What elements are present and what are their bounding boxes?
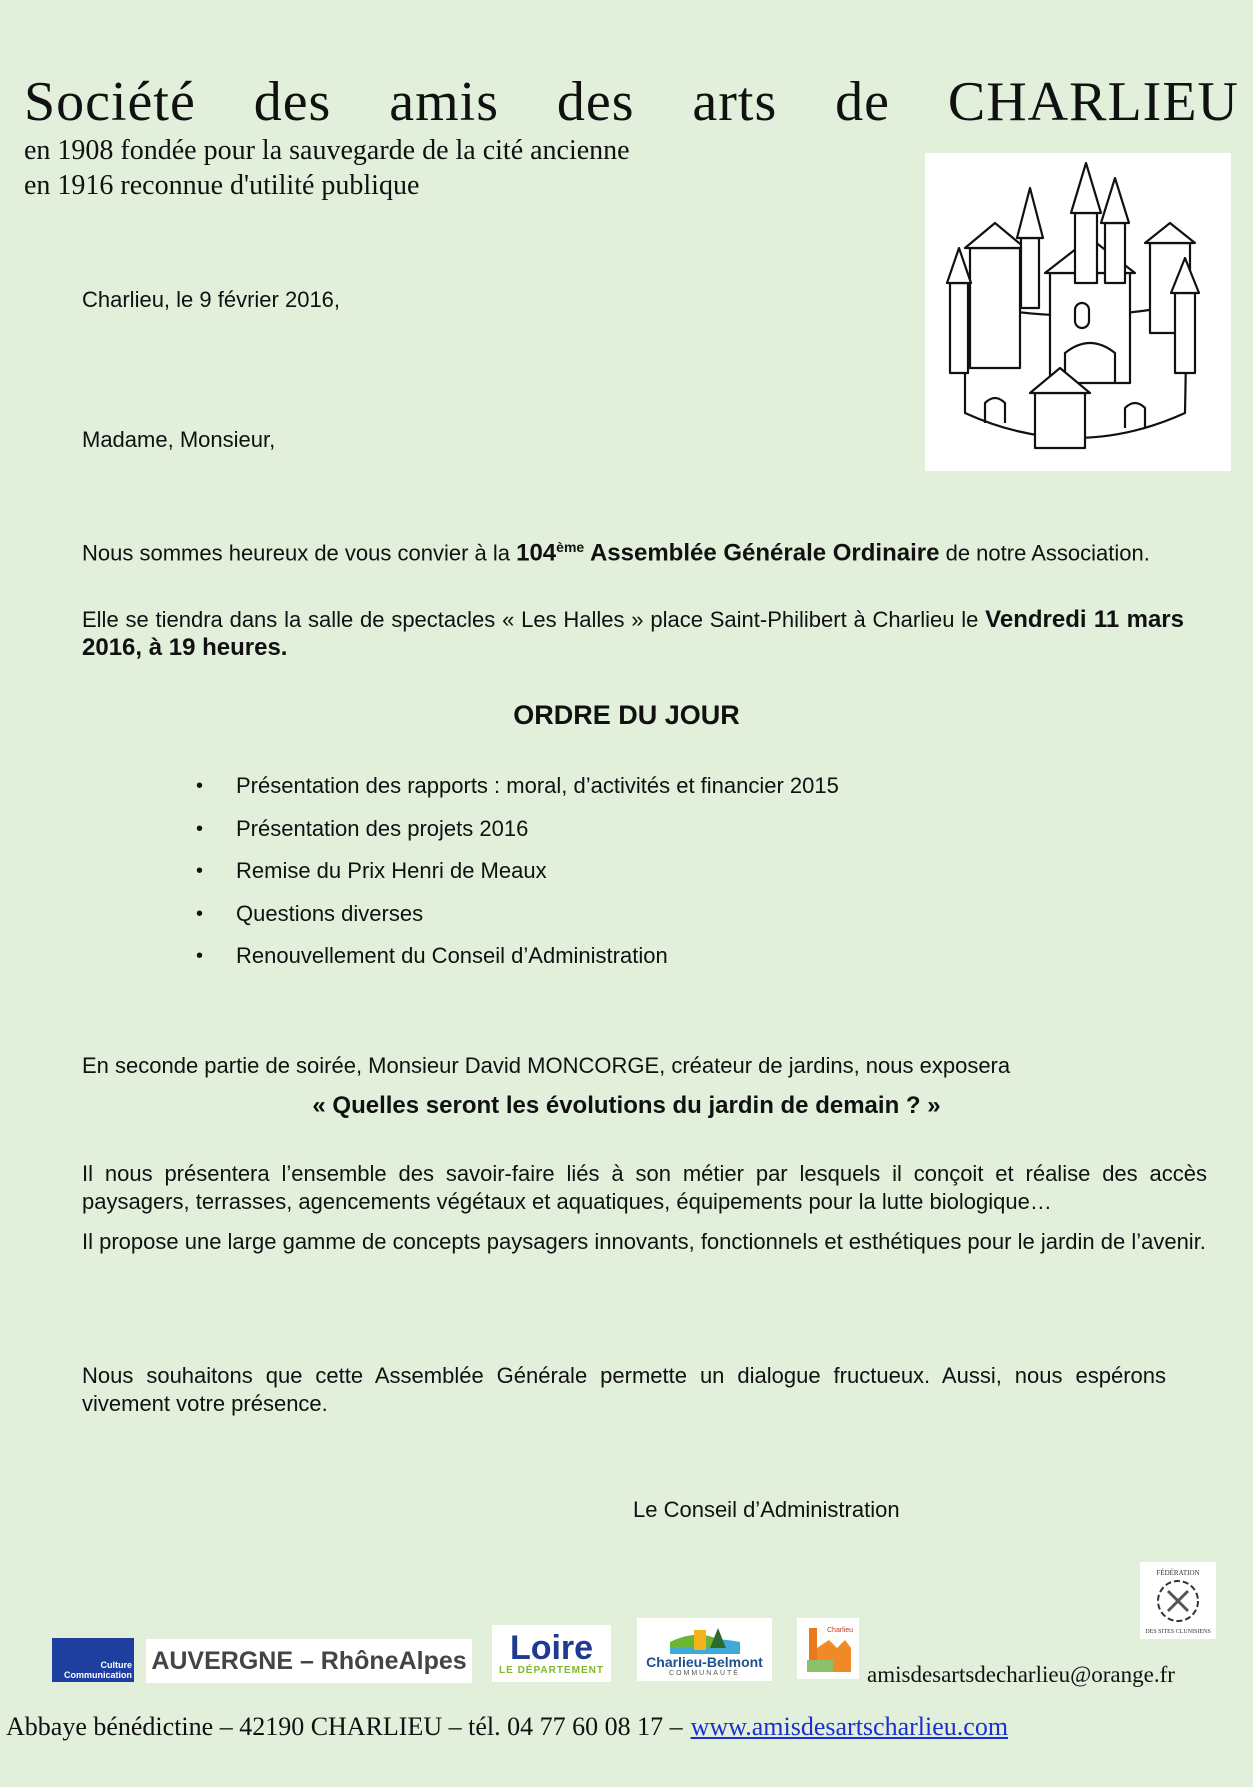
svg-text:Charlieu: Charlieu: [827, 1626, 854, 1634]
venue-paragraph: Elle se tiendra dans la salle de spectacles « Les Halles » place Saint-Philibert à Charlieu le Vendredi 11 mars 2016, à 19 heures.: [82, 606, 1184, 661]
agenda-item: • Remise du Prix Henri de Meaux: [196, 857, 839, 900]
federation-seal-icon: [1143, 1566, 1213, 1636]
invitation-paragraph: Nous sommes heureux de vous convier à la 104ème Assemblée Générale Ordinaire de notre Association.: [82, 539, 1150, 567]
bullet-icon: •: [196, 817, 204, 840]
logo-loire-departement: Loire LE DÉPARTEMENT: [492, 1625, 611, 1682]
signature: Le Conseil d’Administration: [633, 1497, 900, 1522]
logo-charlieu-belmont: Charlieu-Belmont COMMUNAUTÉ: [637, 1618, 772, 1681]
talk-description-2: Il propose une large gamme de concepts paysagers innovants, fonctionnels et esthétiques pour le jardin de l’avenir.: [82, 1229, 1206, 1254]
salutation: Madame, Monsieur,: [82, 427, 276, 452]
talk-description-1: Il nous présentera l’ensemble des savoir-faire liés à son métier par lesquels il conçoit et réalise des accès paysagers, terrasses, agencements végétaux et aquatiques, équipements pour la lutte biologique…: [82, 1161, 1207, 1214]
title-word: arts: [692, 71, 778, 133]
contact-email[interactable]: amisdesartsdecharlieu@orange.fr: [867, 1662, 1175, 1687]
closing-paragraph: Nous souhaitons que cette Assemblée Générale permette un dialogue fructueux. Aussi, nous espérons vivement votre présence.: [82, 1363, 1166, 1416]
agenda-item: • Présentation des projets 2016: [196, 815, 839, 858]
title-word: amis: [389, 71, 499, 133]
logo-auvergne-rhone-alpes: AUVERGNE – RhôneAlpes: [146, 1639, 472, 1683]
title-word: Société: [24, 71, 196, 133]
talk-intro: En seconde partie de soirée, Monsieur David MONCORGE, créateur de jardins, nous exposera: [82, 1053, 1011, 1078]
agenda-list: [196, 772, 839, 985]
agenda-item: • Questions diverses: [196, 900, 839, 943]
talk-title: « Quelles seront les évolutions du jardin de demain ? »: [312, 1092, 941, 1119]
bullet-icon: •: [196, 860, 204, 882]
agenda-item: • Renouvellement du Conseil d’Administration: [196, 942, 839, 985]
website-link[interactable]: www.amisdesartscharlieu.com: [690, 1712, 1009, 1741]
title-word: de: [835, 71, 890, 133]
society-title: [24, 66, 1239, 138]
svg-text:FÉDÉRATION: FÉDÉRATION: [1156, 1568, 1200, 1577]
bullet-icon: •: [196, 775, 204, 797]
town-building-icon: [801, 1622, 855, 1676]
subtitle-recognized: en 1916 reconnue d'utilité publique: [24, 170, 420, 201]
logo-federation-sites-clunisiens: [1140, 1562, 1216, 1639]
agenda-item: • Présentation des rapports : moral, d’activités et financier 2015: [196, 772, 839, 815]
footer-address: Abbaye bénédictine – 42190 CHARLIEU – tél. 04 77 60 08 17 – www.amisdesartscharlieu.com: [6, 1712, 1009, 1741]
logo-culture-communication: Culture Communication: [52, 1638, 134, 1682]
title-word: des: [253, 71, 332, 133]
svg-text:DES SITES CLUNISIENS: DES SITES CLUNISIENS: [1145, 1628, 1211, 1635]
title-word: des: [556, 71, 635, 133]
agenda-heading: ORDRE DU JOUR: [513, 700, 740, 730]
tower-trees-icon: [670, 1626, 740, 1654]
bullet-icon: •: [196, 945, 204, 967]
logo-charlieu-town: [797, 1618, 859, 1679]
subtitle-founded: en 1908 fondée pour la sauvegarde de la cité ancienne: [24, 135, 630, 166]
date-line: Charlieu, le 9 février 2016,: [82, 287, 341, 312]
title-word: CHARLIEU: [947, 71, 1239, 133]
bullet-icon: •: [196, 902, 204, 925]
